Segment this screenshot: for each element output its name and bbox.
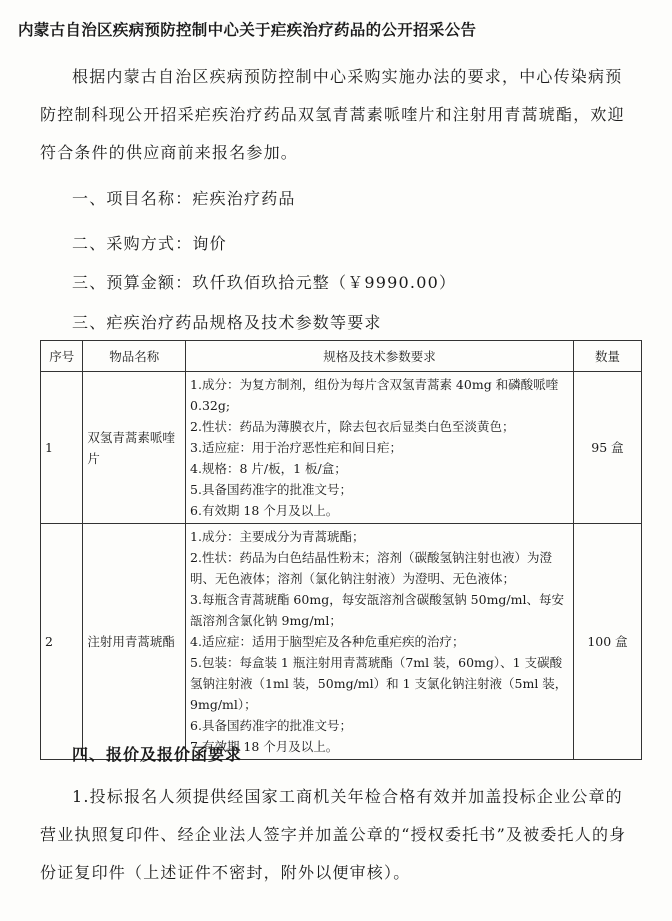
row-specs (186, 524, 574, 760)
spec-line: 4.适应症：适用于脑型疟及各种危重疟疾的治疗； (190, 634, 465, 649)
spec-line: 5.包装：每盒装 1 瓶注射用青蒿琥酯（7ml 装，60mg）、1 支碳酸氢钠注射液（1ml 装，50mg/ml）和 1 支氯化钠注射液（5ml 装，9mg/ml）； (190, 655, 568, 712)
header-name: 物品名称 (83, 341, 186, 372)
row-qty: 95 盒 (574, 372, 642, 524)
spec-line: 2.性状：药品为薄膜衣片，除去包衣后显类白色至淡黄色； (190, 419, 515, 434)
intro-paragraph: 根据内蒙古自治区疾病预防控制中心采购实施办法的要求，中心传染病预防控制科现公开招采疟疾治疗药品双氢青蒿素哌喹片和注射用青蒿琥酯，欢迎符合条件的供应商前来报名参加。 (40, 67, 625, 162)
spec-line: 4.规格：8 片/板，1 板/盒； (190, 461, 347, 476)
header-no: 序号 (41, 341, 83, 372)
row-name: 注射用青蒿琥酯 (83, 524, 186, 760)
spec-line: 1.成分：主要成分为青蒿琥酯； (190, 529, 365, 544)
item-budget: 三、预算金额：玖仟玖佰玖拾元整（￥9990.00） (72, 273, 457, 292)
table-row (41, 524, 642, 760)
section4-paragraph: 1.投标报名人须提供经国家工商机关年检合格有效并加盖投标企业公章的营业执照复印件、经企业法人签字并加盖公章的“授权委托书”及被委托人的身份证复印件（上述证件不密封，附外以便审核）。 (40, 787, 627, 882)
row-name: 双氢青蒿素哌喹片 (83, 372, 186, 524)
spec-line: 5.具备国药准字的批准文号； (190, 482, 352, 497)
row-no: 1 (41, 372, 83, 524)
spec-line: 7.有效期 18 个月及以上。 (190, 739, 339, 754)
header-qty: 数量 (574, 341, 642, 372)
spec-line: 2.性状：药品为白色结晶性粉末；溶剂（碳酸氢钠注射也液）为澄明、无色液体；溶剂（氯化钠注射液）为澄明、无色液体； (190, 550, 552, 586)
spec-line: 3.每瓶含青蒿琥酯 60mg，每安瓿溶剂含碳酸氢钠 50mg/ml、每安瓿溶剂含氯化钠 9mg/ml； (190, 592, 564, 628)
item-purchase-method: 二、采购方式：询价 (72, 234, 227, 253)
table-header-row (41, 341, 642, 372)
item-project-name: 一、项目名称：疟疾治疗药品 (72, 189, 296, 208)
header-spec: 规格及技术参数要求 (186, 341, 574, 372)
row-no: 2 (41, 524, 83, 760)
spec-table (40, 340, 642, 760)
spec-line: 1.成分：为复方制剂，组份为每片含双氢青蒿素 40mg 和磷酸哌喹 0.32g; (190, 377, 559, 413)
spec-line: 6.具备国药准字的批准文号； (190, 718, 352, 733)
row-qty: 100 盒 (574, 524, 642, 760)
table-row (41, 372, 642, 524)
spec-line: 3.适应症：用于治疗恶性疟和间日疟； (190, 440, 402, 455)
section4-heading: 四、报价及报价函要求 (72, 745, 243, 764)
item-spec-heading: 三、疟疾治疗药品规格及技术参数等要求 (72, 313, 382, 332)
row-specs (186, 372, 574, 524)
page-title: 内蒙古自治区疾病预防控制中心关于疟疾治疗药品的公开招采公告 (18, 21, 477, 39)
spec-line: 6.有效期 18 个月及以上。 (190, 503, 339, 518)
